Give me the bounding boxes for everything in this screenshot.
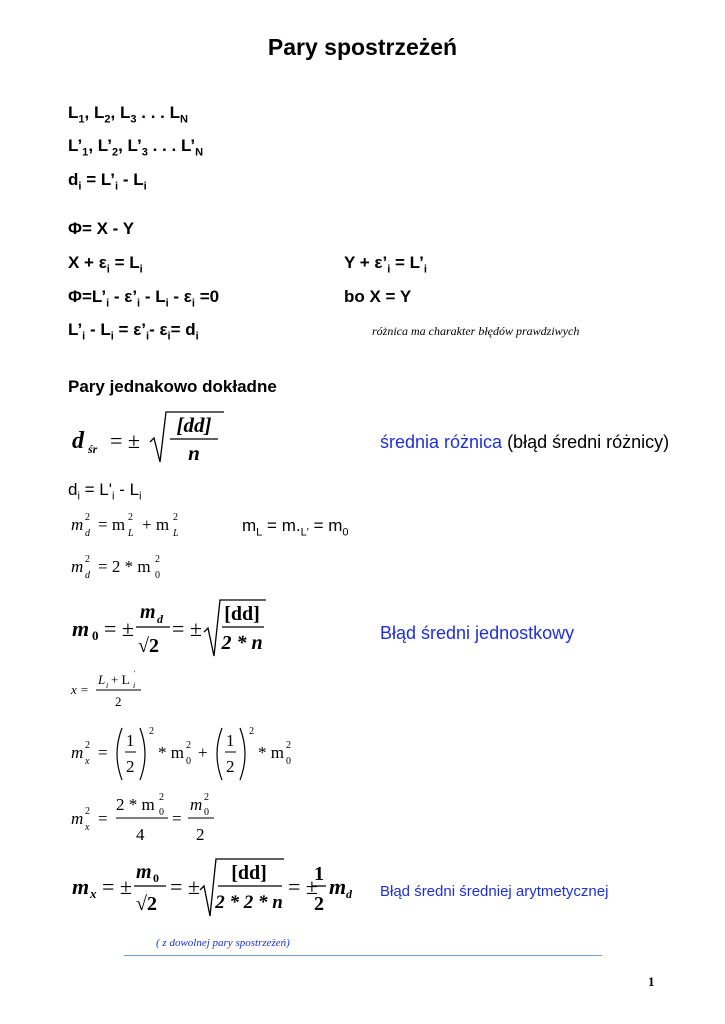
- svg-text:0: 0: [286, 756, 291, 767]
- svg-text:0: 0: [153, 871, 159, 885]
- svg-text:0: 0: [204, 807, 209, 818]
- formula-md-squared: [66, 508, 196, 542]
- svg-text:m: m: [140, 601, 156, 623]
- svg-text:= ±: = ±: [104, 616, 134, 641]
- svg-text:d: d: [85, 528, 90, 539]
- svg-text:+: +: [198, 743, 208, 762]
- svg-text:n: n: [188, 441, 200, 465]
- svg-text:x =: x =: [71, 682, 89, 697]
- formula-mx-squared-2: [66, 790, 226, 850]
- observations-series-1: $L_1$, $L_2$, $L_3$ . . . $L_N$: [68, 103, 188, 126]
- svg-text:x: x: [85, 822, 90, 833]
- svg-text:L: L: [128, 528, 134, 539]
- svg-text:i: i: [133, 681, 136, 690]
- svg-text:[dd]: [dd]: [224, 603, 260, 625]
- formula-mx-squared-1: [66, 720, 306, 784]
- svg-text:d: d: [72, 428, 84, 454]
- svg-text:śr: śr: [88, 442, 98, 456]
- equation-phi-zero: $\Phi=L’_i$ - $\varepsilon’_i - L_i - \varepsilon_i =0$: [68, 287, 220, 310]
- svg-text:m: m: [72, 874, 90, 899]
- svg-text:2: 2: [159, 792, 164, 803]
- svg-text:x: x: [90, 886, 97, 901]
- svg-text:': ': [134, 669, 136, 678]
- svg-text:2 * m: 2 * m: [116, 795, 155, 814]
- svg-text:1: 1: [314, 863, 324, 885]
- svg-text:2: 2: [85, 554, 90, 565]
- formula-md-squared-2: [66, 550, 176, 584]
- svg-text:L: L: [98, 672, 106, 687]
- svg-text:4: 4: [136, 825, 145, 844]
- svg-text:m: m: [71, 743, 84, 762]
- svg-text:2: 2: [85, 740, 90, 751]
- svg-text:m: m: [72, 616, 90, 641]
- svg-text:= 2 * m: = 2 * m: [98, 557, 151, 576]
- svg-text:=: =: [98, 743, 108, 762]
- svg-text:m: m: [71, 515, 84, 534]
- svg-text:0: 0: [159, 807, 164, 818]
- svg-text:2 * 2 * n: 2 * 2 * n: [215, 892, 283, 913]
- svg-text:m: m: [71, 809, 84, 828]
- svg-text:= ±: = ±: [110, 428, 140, 453]
- svg-text:2: 2: [249, 726, 254, 737]
- svg-text:m: m: [136, 861, 152, 883]
- svg-text:1: 1: [226, 731, 235, 750]
- equal-accuracy-condition: $m_L = m._{L'} = m_0$: [242, 516, 349, 539]
- svg-text:m: m: [71, 557, 84, 576]
- footnote: ( z dowolnej pary spostrzeżeń): [156, 937, 290, 949]
- phi-definition: Φ= X - Y: [68, 219, 135, 238]
- svg-text:x: x: [85, 756, 90, 767]
- svg-text:2: 2: [126, 757, 135, 776]
- svg-text:2: 2: [186, 740, 191, 751]
- svg-text:+ m: + m: [142, 515, 170, 534]
- page-number: 1: [648, 974, 655, 989]
- svg-text:2: 2: [149, 726, 154, 737]
- svg-text:* m: * m: [158, 743, 184, 762]
- svg-text:2: 2: [115, 694, 122, 709]
- svg-text:√2: √2: [136, 893, 157, 915]
- svg-text:2 * n: 2 * n: [221, 632, 263, 654]
- svg-text:i: i: [106, 681, 109, 690]
- svg-text:2: 2: [196, 825, 205, 844]
- svg-text:d: d: [346, 887, 352, 901]
- svg-text:= m: = m: [98, 515, 126, 534]
- svg-text:m: m: [329, 874, 347, 899]
- formula-mx: [66, 856, 366, 920]
- formula-x-mean: [66, 668, 156, 712]
- di-line: $d_i = L'_i - L_i$: [68, 480, 142, 503]
- svg-text:d: d: [85, 570, 90, 581]
- svg-text:2: 2: [226, 757, 235, 776]
- svg-text:2: 2: [173, 512, 178, 523]
- mean-error-label: Błąd średni średniej arytmetycznej: [380, 883, 609, 900]
- equation-x: $X + \varepsilon_i = L_i$: [68, 253, 143, 276]
- svg-text:√2: √2: [138, 635, 159, 657]
- svg-text:2: 2: [85, 806, 90, 817]
- formula-mean-difference: [66, 408, 236, 468]
- svg-text:= ±: = ±: [172, 616, 202, 641]
- svg-text:2: 2: [314, 893, 324, 915]
- x-equals-y: bo X = Y: [344, 287, 412, 306]
- svg-text:= ±: = ±: [288, 874, 318, 899]
- difference-definition: $d_i$ = $L’_i - L_i$: [68, 170, 147, 193]
- svg-text:m: m: [190, 795, 203, 814]
- svg-text:0: 0: [186, 756, 191, 767]
- svg-text:2: 2: [286, 740, 291, 751]
- equation-difference: $L’_i - L_i$ = $\varepsilon’_i-$ $\varepsilon_i= d_i$: [68, 320, 199, 343]
- svg-text:= ±: = ±: [102, 874, 132, 899]
- footer-rule: [124, 955, 602, 956]
- svg-text:[dd]: [dd]: [176, 413, 212, 437]
- svg-text:L: L: [173, 528, 179, 539]
- svg-text:[dd]: [dd]: [231, 862, 267, 884]
- svg-text:0: 0: [155, 570, 160, 581]
- svg-text:=: =: [172, 809, 182, 828]
- equation-y: $Y + \varepsilon’_i$ = $L’_i$: [344, 253, 427, 276]
- unit-error-label: Błąd średni jednostkowy: [380, 623, 575, 643]
- svg-text:0: 0: [92, 628, 99, 643]
- svg-text:2: 2: [128, 512, 133, 523]
- svg-text:2: 2: [204, 792, 209, 803]
- svg-text:=: =: [98, 809, 108, 828]
- svg-text:= ±: = ±: [170, 874, 200, 899]
- mean-difference-label: średnia różnica (błąd średni różnicy): [380, 432, 670, 452]
- page-title: Pary spostrzeżeń: [267, 34, 458, 60]
- svg-text:d: d: [157, 612, 163, 626]
- formula-m0: [66, 596, 276, 660]
- svg-text:+ L: + L: [111, 672, 130, 687]
- svg-text:* m: * m: [258, 743, 284, 762]
- observations-series-2: $L’_1$, $L’_2$, $L’_3$ . . . $L’_N$: [68, 136, 204, 159]
- svg-text:1: 1: [126, 731, 135, 750]
- svg-text:2: 2: [155, 554, 160, 565]
- section-heading: Pary jednakowo dokładne: [68, 377, 277, 396]
- true-errors-note: różnica ma charakter błędów prawdziwych: [372, 324, 580, 338]
- svg-text:2: 2: [85, 512, 90, 523]
